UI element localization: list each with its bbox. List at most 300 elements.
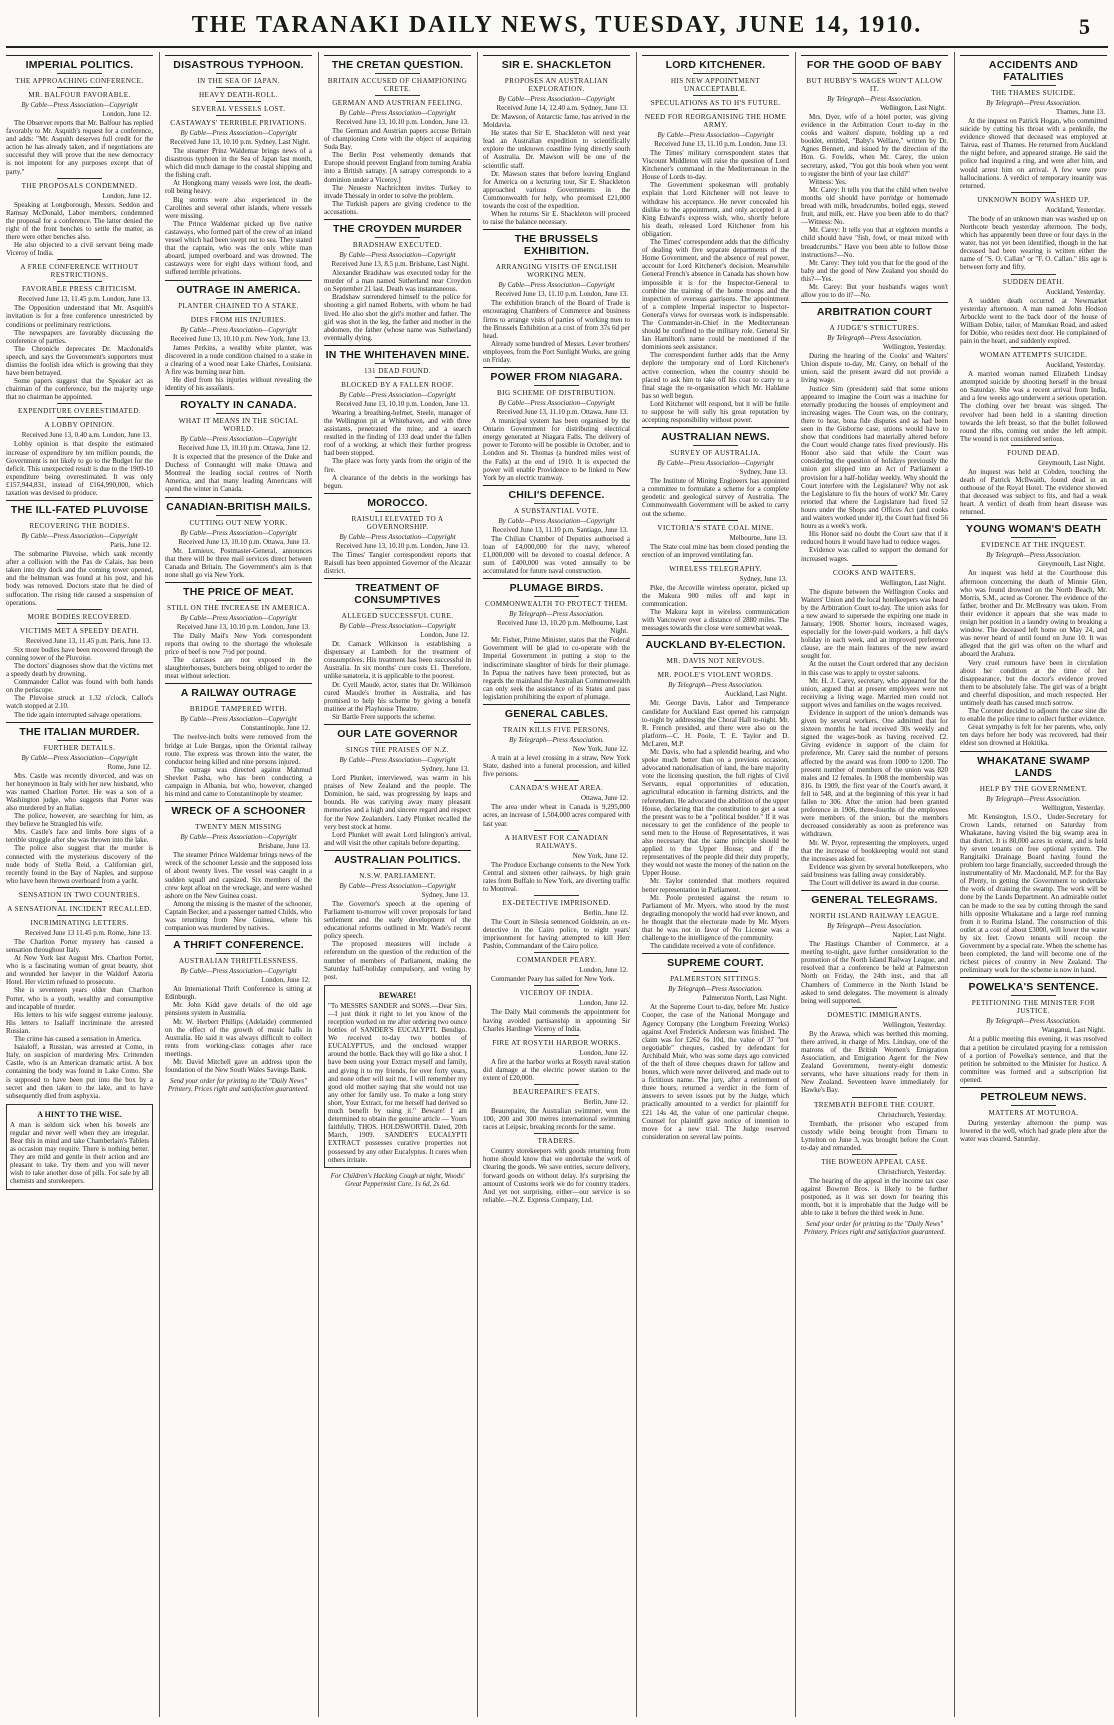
article	[324, 1172, 471, 1188]
article-paragraph: Big storms were also experienced in the Carolines and several other islands, where vessels were missing.	[165, 195, 312, 220]
byline: By Cable—Press Association—Copyright	[339, 251, 456, 260]
article	[801, 565, 948, 887]
article-paragraph: The body of an unknown man was washed up on Northcote beach yesterday afternoon. The body, which has apparently been three or four days in the water, has not yet been identified, though in the hat deceased had been wearing is written either the name of "S. O. Callan" or "F. O. Callan." His age is between forty and fifty.	[960, 214, 1107, 272]
article	[165, 683, 312, 798]
subhead-rule	[534, 1084, 578, 1085]
dateline: Ottawa, June 12.	[580, 794, 628, 803]
article-paragraph: The police, however, are searching for him, as they believe he Strangled his wife.	[6, 812, 153, 829]
subhead-rule	[57, 417, 101, 418]
dateline: Brisbane, June 13.	[258, 842, 310, 851]
article-subhead: HEAVY DEATH-ROLL.	[198, 91, 279, 99]
column-7	[954, 52, 1113, 1717]
article-paragraph: Mr. W. Herbert Phillips (Adelaide) commented on the effect of the growth of music halls in Australia. He said it was always difficult to collect rents from working-class cottages after race meetings.	[165, 1017, 312, 1058]
article-paragraph: Dr. Mawson states that before leaving England for America on a lecturing tour, Sir E. Shackleton approached various Governments in the Commonwealth for help, who promised £21,000 towards the cost of the expedition.	[483, 169, 630, 211]
article-paragraph: The Opposition understand that Mr. Asquith's invitation is for a free conference unrestricted by conditions or preliminary restrictions.	[6, 304, 153, 329]
article	[6, 259, 153, 401]
article-subhead: TRAIN KILLS FIVE PERSONS.	[502, 726, 611, 735]
dateline: Palmerston North, Last Night.	[702, 994, 787, 1003]
dateline: Received June 13, 11.10 p.m. Ottawa, June 13.	[496, 408, 628, 417]
subhead-rule	[534, 985, 578, 986]
dateline: Christchurch, Yesterday.	[877, 1167, 946, 1176]
byline: By Telegraph—Press Association.	[827, 334, 922, 343]
dateline: London, June 12.	[579, 999, 628, 1008]
article-paragraph: Lord Kitchener will respond, but it will be futile to suppose he will sully his great reputation by accepting responsibility without power.	[642, 399, 789, 425]
byline: By Telegraph—Press Association.	[986, 99, 1081, 107]
article-heading: LORD KITCHENER.	[665, 59, 766, 71]
article-subhead: RECOVERING THE BODIES.	[29, 522, 130, 531]
article-subhead: WHAT IT MEANS IN THE SOCIAL WORLD.	[178, 417, 299, 434]
article-subhead: THE THAMES SUICIDE.	[991, 89, 1076, 97]
dateline: Auckland, Yesterday.	[1045, 205, 1105, 214]
article-paragraph: The Chronicle deprecates Dr. Macdonald's speech, and says the Government's supporters must dismiss the foolish idea which is growing that they have been betrayed.	[6, 344, 153, 378]
article-paragraph: Wearing a breathing-helmet, Steele, manager of the Wellington pit at Whitehaven, and with three assistants, penetrated the mine, and a search resulted in the finding of 133 dead under the fallen roof of a working, at which their further progress had been stopped.	[324, 408, 471, 458]
heading-rule	[165, 801, 312, 802]
article-paragraph: A married woman named Elizabeth Lindsay attempted suicide by shooting herself in the breast on Saturday. She was a recent arrival from India, and a few weeks ago underwent a serious operation. The clothing over her breast was singed. The revolver had been held in a slanting direction towards the left breast, so that the bullet followed round the ribs, coming out under the left armpit. The wound is not considered serious.	[960, 370, 1107, 443]
article-subhead: RAISULI ELEVATED TO A GOVERNORSHIP.	[351, 514, 444, 531]
article-paragraph: Alexander Bradshaw was executed today for the murder of a man named Sutherland near Croydon on September 21 last. Death was instantaneous.	[324, 269, 471, 294]
article	[483, 830, 630, 893]
article-subhead: HELP BY THE GOVERNMENT.	[979, 784, 1088, 793]
subhead-rule	[216, 515, 260, 516]
heading-rule	[6, 55, 153, 56]
article-paragraph: The doctors' diagnoses show that the victims met a speedy death by drowning.	[6, 661, 153, 679]
article-subhead: ALLEGED SUCCESSFUL CURE.	[341, 612, 454, 621]
article-paragraph: The steamer Prinz Waldemar brings news of a disastrous typhoon in the Sea of Japan last month, which did much damage to the coastal shipping and the fishing craft.	[165, 147, 312, 180]
heading-rule	[801, 890, 948, 891]
article-paragraph: The submarine Pluvoise, which sank recently after a collision with the Pas de Calais, has been taken into dry dock and the coming tower opened, and the helmsman was found at his post, and his body was removed. Doctors state that he died of suffocation. The rising tide caused a suspension of operations.	[6, 550, 153, 607]
byline: By Telegraph—Press Association.	[986, 1017, 1081, 1026]
article	[960, 977, 1107, 1084]
heading-rule	[801, 55, 948, 56]
article-paragraph: Already some hundred of Messrs. Lever brothers' employees, from the Port Sunlight Works, are going on Friday.	[483, 339, 630, 364]
article-heading: YOUNG WOMAN'S DEATH	[965, 523, 1101, 536]
dateline: Berlin, June 12.	[583, 1098, 628, 1106]
article-subhead: AUSTRALIAN THRIFTLESSNESS.	[178, 957, 299, 966]
article-paragraph: Evidence in support of the union's demands was given by several workers. One admitted that for sixteen months he had received 30s weekly and signed the wages-book as having received £2. Giving evidence in support of the claim for preference, Mr. Carey said the number of persons affected by the award was from 1000 to 1200. The present number of members of the union was 820 males and 12 females. In 1908 the membership was 816. In 1909, the first year of the Court's award, it fell to 548, and at the beginning of this year it had fallen to 306. After the union had been granted preference in 1906, three-fourths of the employees were members of the union, but the members decreased considerably as soon as preference was withdrawn.	[801, 709, 948, 839]
article-heading: AUSTRALIAN NEWS.	[661, 431, 770, 444]
article-paragraph: The area under wheat in Canada is 9,295,000 acres, an increase of 1,504,000 acres compared with last year.	[483, 803, 630, 828]
article-paragraph: Justice Sim (president) said that some unions appeared to imagine the Court was a machine for eternally producing the houses of employment and increasing wages. The Court was, on the contrary, there to hear, bona fide disputes and as had been seen in the Gisborne case, unions would have to show that conditions had materially altered before the Court would change rates fixed previously. His Honor also said that while the Court was considering the question of holidays previously the union got slipped into an Act of Parliament a provision for a half-holiday weekly. Why should the Court interfere with the Legislature? Why not ask the Legislature to fix the hours of work? Mr. Carey retorted that where the Legislature had fixed 52 hours under the Shops and Offices Act (and cooks and waiters worked under it), the Court had fixed 56 hours as a week's work.	[801, 384, 948, 531]
article-subhead: BRADSHAW EXECUTED.	[352, 241, 443, 250]
article-paragraph: The crime has caused a sensation in America.	[14, 1035, 142, 1044]
article-paragraph: It is expected that the presence of the Duke and Duchess of Connaught will make Ottawa and Montreal the leading social centres of North America, and that many leading Americans will spend the winter in Canada.	[165, 453, 312, 494]
article	[165, 582, 312, 681]
article-subhead: INCRIMINATING LETTERS.	[30, 918, 129, 927]
article-heading: THE ITALIAN MURDER.	[19, 725, 140, 738]
byline: By Cable—Press Association—Copyright	[180, 715, 297, 724]
article-subhead: UNKNOWN BODY WASHED UP.	[977, 195, 1090, 204]
article-paragraph: Sir Bartle Frere supports the scheme.	[332, 712, 436, 721]
subhead-rule	[693, 667, 737, 668]
subhead-rule	[852, 1154, 896, 1155]
article	[483, 704, 630, 778]
dateline: Sydney, June 13.	[739, 468, 787, 477]
dateline: Sydney, June 13.	[739, 574, 787, 583]
article-heading: POWELKA'S SENTENCE.	[968, 981, 1099, 994]
article-paragraph: Dr. Mawson, of Antarctic fame, has arrived in the Moldavia.	[483, 113, 630, 130]
heading-rule	[324, 850, 471, 851]
article-paragraph: Mr. W. Pryor, representing the employers, urged that the increase of bookkeeping would not stand the increases asked for.	[801, 838, 948, 863]
article-heading: OUTRAGE IN AMERICA.	[176, 283, 301, 296]
byline: By Telegraph—Press Association.	[827, 922, 922, 931]
subhead-rule	[375, 377, 419, 378]
article-paragraph: At the inquest on Patrick Hogan, who committed suicide by cutting his throat with a penknife, the evidence showed that deceased was employed at Tairua, east of Thames. He returned from Auckland the night before, and appeared strange. He said the police had inquired a ring, and were after him, and would arrest him on arrival. A few were pure hallucinations. A verdict of temporary insanity was returned.	[960, 117, 1107, 190]
article-paragraph: A train at a level crossing in a straw, New York State, dashed into a funeral procession, and killed five persons.	[483, 754, 630, 779]
article-paragraph: Mr. Lemieux, Postmaster-General, announces that there will be three mail services direct between Canada and Britain. The Government's aim is that none shall go via New York.	[165, 546, 312, 579]
subhead-rule	[852, 908, 896, 909]
article-paragraph: At the Supreme Court to-day, before Mr. Justice Cooper, the case of the National Mortgage and Agency Company (the Longburn Freezing Works) against Axel Frederick Anderson was finished. The claim was for £262 6s 10d, the value of 37 "not negotiable" cheques, cashed by defendant for Archibald Muir, who was some days ago convicted of the theft of three cheques drawn for tallow and bones, which were never delivered, and made out to a fictitious name. The jury, after a retirement of three hours, returned a verdict in the form of answers to seven issues put by the Judge, which practically amounted to a verdict for plaintiff for £21 14s 4d, the value of one particular cheque. Counsel for plaintiff gave notice of intention to move for a new trial. The Judge reserved consideration on several law points.	[642, 1003, 789, 1141]
article-subhead: HIS NEW APPOINTMENT UNACCEPTABLE.	[670, 77, 761, 93]
article-paragraph: At the outset the Court ordered that any decision in this case was to apply to oyster saloons.	[801, 660, 948, 677]
article-paragraph: The Prince Waldemar picked up five native castaways, who formed part of the crew of an inland vessel which had been swept out to sea. They stated that the captain, who was the only white man aboard, jumped overboard and was drowned. The castaways were for eight days without food, and suffered terrible privations.	[165, 219, 312, 277]
subhead-rule	[534, 895, 578, 896]
article-paragraph: The Berlin Post vehemently demands that Europe should prevent England from turning Arabia into a British satrapy. [A satrapy corresponds to a dominion under a Viceroy.]	[324, 151, 471, 184]
article-paragraph: Lord Plunket will await Lord Islington's arrival, and will visit the other capitals before departing.	[324, 830, 471, 847]
article-subhead: A JUDGE'S STRICTURES.	[829, 324, 920, 333]
article-subhead: PALMERSTON SITTINGS.	[670, 975, 761, 984]
article-paragraph: The proposed measures will include a referendum on the question of the reduction of the number of members of Parliament, making the Saturday half-holiday compulsory, and voting by post.	[324, 940, 471, 981]
article-heading: THE ILL-FATED PLUVOISE	[10, 504, 149, 517]
article-paragraph: The tide again interrupted salvage operations.	[14, 710, 142, 719]
article-paragraph: The Governor's speech at the opening of Parliament to-morrow will cover proposals for land settlement and the early development of the educational reforms outlined in Mr. Wade's recent policy speech.	[324, 899, 471, 941]
masthead	[0, 0, 1114, 52]
article-subhead: CUTTING OUT NEW YORK.	[189, 518, 288, 527]
article-paragraph: She is seventeen years older than Charlton Porter, who is a youth, wealthy and consumptive and incapable of murder.	[6, 986, 153, 1011]
dateline: London, June 12.	[102, 110, 151, 118]
article-subhead: FAVORABLE PRESS CRITICISM.	[22, 285, 137, 294]
article-paragraph: The Coroner decided to adjourn the case sine die to enable the police time to collect further evidence.	[960, 707, 1107, 724]
dateline: Received June 13, 11.45 p.m. London, June 13.	[18, 295, 151, 304]
subhead-rule	[693, 95, 737, 96]
article	[483, 229, 630, 364]
heading-rule	[165, 395, 312, 396]
dateline: Received June 13, 10.10 p.m. Ottawa, June 13.	[178, 537, 310, 546]
article-paragraph: The Turkish papers are giving credence to the accusations.	[324, 199, 471, 216]
column-5	[636, 52, 795, 1717]
article-subhead: N.S.W. PARLIAMENT.	[359, 871, 436, 880]
article-paragraph: Mr. Kensington, I.S.O., Under-Secretary for Crown Lands, returned on Saturday from Whakatane, having visited the big swamp area in that district. It is 80,000 acres in extent, and is held by seven tenants on free optional system. The Rangitaiki Drainage Board having found the problem too large financially, succeeded through the instrumentality of Mr. Macdonald, M.P. for the Bay of Plenty, in getting the Government to undertake the work of draining the swamp. The work will be done by the Lands Department. An admirable outlet can be made to the sea by cutting through the sand hills opposite Whakatane and a large reef running from it to Rurima Island. The construction of this outlet at a cost of about £3000, will lower the water by six feet. Crown tenants will recoup the Government by a special rate. When the scheme has been completed, the land will become one of the richest pieces of country in New Zealand. The preliminary work for the scheme is now in hand.	[960, 812, 1107, 975]
article-heading: PETROLEUM NEWS.	[980, 1090, 1087, 1103]
heading-rule	[960, 1087, 1107, 1088]
article-paragraph: The Daily Mail commends the appointment for having avoided partisanship in appointing Sir Charles Hardinge Viceroy of India.	[483, 1008, 630, 1033]
article	[324, 724, 471, 847]
article-paragraph: Witness: Yes.	[809, 177, 847, 186]
subhead-rule	[216, 115, 260, 116]
article-subhead: IN THE SEA OF JAPAN.	[197, 77, 280, 85]
article	[801, 1220, 948, 1236]
article-subhead: DIES FROM HIS INJURIES.	[190, 315, 287, 324]
article-paragraph: The Court in Silesia sentenced Goldstein, an ex-detective in the Cairo police, to eight years' imprisonment for having attempted to kill Herr Pashin, Commandant of the Cairo police.	[483, 917, 630, 951]
article-subhead: MR. DAVIS NOT NERVOUS.	[666, 657, 765, 666]
byline: By Telegraph—Press Association.	[509, 610, 604, 619]
article-paragraph: Mr. John Kidd gave details of the old age pensions system in Australia.	[165, 1001, 312, 1018]
article	[165, 1077, 312, 1093]
heading-rule	[642, 55, 789, 56]
subhead-rule	[1011, 274, 1055, 275]
subhead-rule	[57, 740, 101, 741]
dateline: Received June 13, 10.10 p.m. London, June 13.	[335, 118, 469, 126]
article	[483, 985, 630, 1032]
article-paragraph: Dr. Camack Wilkinson is establishing a dispensary at Lambeth for the treatment of consumptives. His treatment has been successful in Australia. In six months' cure costs £1. Therefore, unlike sanatoria, it is applicable to the poorest.	[324, 640, 471, 681]
subhead-rule	[57, 518, 101, 519]
heading-rule	[324, 493, 471, 494]
article-subhead: THE PROPOSALS CONDEMNED.	[21, 181, 138, 190]
article-paragraph: The candidate received a vote of confidence.	[650, 942, 776, 951]
article-paragraph: At New York last August Mrs. Charlton Porter, who is a fascinating woman of great beauty, shot and wounded her lawyer in the Waldorf Astoria Hotel. Her victim refused to prosecute.	[6, 954, 153, 987]
article	[483, 1084, 630, 1131]
dateline: Thames, June 13.	[1056, 108, 1105, 116]
article-paragraph: A clearance of the debris in the workings has begun.	[324, 473, 471, 490]
article	[960, 192, 1107, 272]
dateline: Received June 13, 10.10 p.m. Ottawa, June 12.	[178, 444, 310, 453]
dateline: London, June 12.	[420, 631, 469, 640]
article-paragraph: Mr. Taylor contended that mothers required better representation in Parliament.	[642, 877, 789, 894]
article	[483, 1133, 630, 1204]
article-paragraph: During the hearing of the Cooks' and Waiters' Union dispute to-day, Mr. Carey, on behalf of the union, said the present award did not provide a living wage.	[801, 352, 948, 385]
article	[6, 887, 153, 1100]
article-paragraph: The Neueste Nachrichten invites Turkey to invade Thessaly in order to solve the problem.	[324, 183, 471, 200]
masthead-rule	[6, 46, 1108, 48]
article-subhead: A FREE CONFERENCE WITHOUT RESTRICTIONS.	[20, 263, 139, 280]
article-paragraph: The steamer Prince Waldemar brings news of the wreck of the schooner Lessie and the supposed loss of about twenty lives. The vessel was caught in a sudden squall and capsized. Six members of the crew kept afloat on the wreckage, and were washed ashore on the New Guinea coast.	[165, 851, 312, 900]
dateline: Received June 14, 12.40 a.m. Sydney, June 13.	[496, 104, 628, 112]
article-paragraph: Bradshaw surrendered himself to the police for shooting a girl named Roberts, with whom he had lived. He also shot the girl's mother and father. The girl was shot in the leg, the father and mother in the abdomen, the father (whose name was Sutherland) eventually dying.	[324, 293, 471, 342]
article-paragraph: Country storekeepers with goods returning from home should know that we undertake the work of clearing the goods. We save entries, secure delivery, forward goods on without delay. It's surprising the amount of Customs work we do for country traders. And yet not surprising, either—our service is so reliable.—N.Z. Express Company, Ltd.	[483, 1147, 630, 1204]
article	[483, 780, 630, 827]
dateline: Auckland, Yesterday.	[1045, 287, 1105, 296]
dateline: London, June 12.	[579, 966, 628, 975]
article-paragraph: Mr. George Davis, Labor and Temperance candidate for Auckland East opened his campaign to-night by addressing the Choral Hall to-night. Mr. R. French presided, and there were also on the platform—C. H. Poole, T. E. Taylor and D. McLaren, M.P.	[642, 699, 789, 748]
subhead-rule	[375, 511, 419, 512]
article-heading: SIR E. SHACKLETON	[501, 59, 612, 71]
dateline: Auckland, Last Night.	[724, 690, 787, 699]
heading-rule	[960, 519, 1107, 520]
article-subhead: BUT HUBBY'S WAGES WON'T ALLOW IT.	[806, 77, 943, 93]
heading-rule	[165, 55, 312, 56]
article-paragraph: The newspapers are favorably discussing the conference of parties.	[6, 328, 153, 345]
article	[483, 367, 630, 482]
byline: By Telegraph—Press Association.	[668, 985, 763, 994]
article-paragraph: An inquest was held at Cobden, touching the death of Patrick McIlwaith, found dead in an outhouse of the Royal Hotel. The evidence showed that deceased was subject to fits, and had a weak heart. A verdict of death from heart disease was returned.	[960, 467, 1107, 517]
article-subhead: NEED FOR REORGANISING THE HOME ARMY.	[644, 113, 787, 129]
article-paragraph: The Produce Exchange consents to the New York Central and sixteen other railways, by high grain rates from Buffalo to New York, are diverting traffic to Montreal.	[483, 860, 630, 893]
article-heading: DISASTROUS TYPHOON.	[173, 59, 304, 71]
article-subhead: A SUBSTANTIAL VOTE.	[513, 506, 600, 515]
subhead-rule	[375, 742, 419, 743]
article	[165, 280, 312, 393]
byline: By Cable—Press Association—Copyright	[657, 459, 774, 468]
article-subhead: MORE BODIES RECOVERED.	[27, 612, 132, 621]
subhead-rule	[216, 298, 260, 299]
byline: By Cable—Press Association—Copyright	[498, 399, 615, 408]
article-paragraph: The correspondent further adds that the Army deplore the temporary end of Lord Kitchener's active connection, when the country should be placed to ask him to take off his coat to carry to a final stage the re-organisation which Mr. Haldane has so well begun.	[642, 351, 789, 400]
subhead-rule	[852, 1097, 896, 1098]
article-subhead: EVIDENCE AT THE INQUEST.	[980, 541, 1087, 550]
subhead-rule	[693, 520, 737, 521]
article-paragraph: The Makura kept in wireless communication with Vancouver over a distance of 2880 miles. The messages towards the close were somewhat weak.	[642, 608, 789, 633]
article	[642, 427, 789, 517]
article-paragraph: Mrs. Castle's face and limbs bore signs of a terrible struggle after she was thrown into the lake.	[6, 828, 153, 845]
dateline: London, June 12.	[579, 1048, 628, 1057]
printing-notice: Send your order for printing to the "Daily News" Printery. Prices right and satisfaction guaranteed.	[803, 1220, 946, 1237]
article	[6, 178, 153, 258]
article-paragraph: Mrs. Dyer, wife of a hotel porter, was giving evidence in the Arbitration Court to-day in the cooks and waiters' dispute, holding up a red booklet, entitled, "Baby's Welfare," written by Dr. Agnes Bennett, and issued by the direction of the Hon. G. Fowlds, when Mr. Carey, the union secretary, asked, "You got this book when you went to register the birth of your last child?"	[801, 113, 948, 178]
subhead-rule	[1011, 781, 1055, 782]
subhead-rule	[534, 722, 578, 723]
article-subhead: THE APPROACHING CONFERENCE.	[15, 77, 144, 85]
article	[483, 952, 630, 983]
subhead-rule	[534, 952, 578, 953]
article-paragraph: The twelve-inch bolts were removed from the bridge at Lule Burgas, upon the Oriental railway route. The express was thrown into the water, the conductor being killed and nine persons injured.	[165, 733, 312, 766]
dateline: Received June 13, 10.10 p.m. Sydney, Last Night.	[169, 138, 310, 146]
heading-rule	[483, 485, 630, 486]
article-subhead: ARRANGING VISITS OF ENGLISH WORKING MEN.	[495, 263, 618, 280]
heading-rule	[324, 345, 471, 346]
dateline: Received June 13, 11.45 p.m. Paris, June 13.	[25, 636, 151, 645]
article-subhead: MR. POOLE'S VIOLENT WORDS.	[657, 671, 774, 680]
article-heading: SUPREME COURT.	[667, 957, 764, 970]
subhead-rule	[852, 565, 896, 566]
dateline: Received June 13, 11.10 p.m. Santiago, June 13.	[492, 525, 628, 534]
subhead-rule	[693, 561, 737, 562]
article-paragraph: Six more bodies have been recovered through the conning tower of the Pluvoise.	[6, 645, 153, 662]
heading-rule	[324, 724, 471, 725]
byline: By Telegraph—Press Association.	[986, 551, 1081, 560]
byline: By Cable—Press Association—Copyright	[21, 532, 138, 541]
article-paragraph: Evidence was called to support the demand for increased wages.	[801, 546, 948, 563]
article	[324, 345, 471, 490]
article-subhead: VICTORIA'S STATE COAL MINE.	[657, 523, 774, 532]
article-paragraph: The hearing of the appeal in the income tax case against Bowron Bros. is likely to be further postponed, as it was set down for hearing this month, but it is improbable that the Judge will be able to take it before the third week in June.	[801, 1176, 948, 1218]
dateline: Received June 13, 8.5 p.m. Brisbane, Last Night.	[331, 260, 469, 269]
dateline: Christchurch, Yesterday.	[877, 1110, 946, 1119]
article	[960, 347, 1107, 443]
dateline: Received June 13, 10.10 p.m. London, June 13.	[335, 541, 469, 550]
dateline: Received June 13, 10.10 p.m. New York, June 13.	[170, 334, 310, 343]
article-paragraph: Evidence was given by several hotelkeepers, who said business was falling away considerably.	[801, 862, 948, 879]
subhead-rule	[693, 971, 737, 972]
article-subhead: COMMONWEALTH TO PROTECT THEM.	[485, 600, 628, 609]
byline: By Cable—Press Association—Copyright	[180, 435, 297, 444]
subhead-rule	[1011, 445, 1055, 446]
subhead-rule	[57, 281, 101, 282]
advertisement	[324, 985, 471, 1168]
subhead-rule	[1011, 537, 1055, 538]
subhead-rule	[534, 830, 578, 831]
article-subhead: EX-DETECTIVE IMPRISONED.	[502, 898, 611, 907]
article-subhead: FIRE AT ROSYTH HARBOR WORKS.	[492, 1038, 621, 1047]
byline: By Cable—Press Association—Copyright	[180, 833, 297, 842]
article-paragraph: The Times' correspondent adds that the difficulty of dealing with five separate departments of the Home Government, and the absence of real power, account for Lord Kitchener's decision. Meanwhile General French's absence in Canada has shown how impossible it is for the Inspector-General to combine the training of the home troops and the inspection of overseas garrisons. The appointment of a complete Imperial inspector to Inspector-General's views for overseas work is indispensable. The Commander-in-Chief in the Mediterranean should be confined to the military role. General Sir Ian Hamilton's name could be mentioned if the dominions seek assistance.	[642, 238, 789, 352]
dateline: Received June 13, 0.40 a.m. London, June 13.	[21, 431, 151, 440]
subhead-rule	[57, 623, 101, 624]
article-heading: POWER FROM NIAGARA.	[490, 371, 623, 384]
subhead-rule	[57, 87, 101, 88]
article	[960, 751, 1107, 975]
article-heading: OUR LATE GOVERNOR	[337, 728, 458, 741]
subhead-rule	[534, 1133, 578, 1134]
article-paragraph: The Daily Mail's New York correspondent reports that owing to the shortage the wholesale price of beef is now 7½d per pound.	[165, 631, 312, 657]
byline: By Cable—Press Association—Copyright	[498, 95, 615, 103]
article-subhead: SINGS THE PRAISES OF N.Z.	[346, 746, 449, 755]
article-subhead: FOUND DEAD.	[1007, 448, 1060, 457]
article	[642, 635, 789, 950]
article-paragraph: At Hongkong many vessels were lost, the death-roll being heavy.	[165, 179, 312, 196]
article-paragraph: Beaurepaire, the Australian swimmer, won the 100, 200 and 300 metres international swimming races at Leipsic, breaking records for the same.	[483, 1107, 630, 1132]
article-paragraph: At a public meeting this evening, it was resolved that a petition be circulated praying for a remission of a portion of Powelka's sentence, and that the petition be submitted to the Minister for Justice. A committee was formed and a subscription list opened.	[960, 1035, 1107, 1084]
column-6	[795, 52, 954, 1717]
subhead-rule	[216, 953, 260, 954]
column-3	[318, 52, 477, 1717]
article-subhead: MR. BALFOUR FAVORABLE.	[28, 91, 131, 99]
article-paragraph: Mr. David Mitchell gave an address upon the foundation of the New South Wales Savings Bank.	[165, 1058, 312, 1075]
article	[324, 55, 471, 216]
article-paragraph: He states that Sir E. Shackleton will next year lead an Australian expedition to scientifically explore the unknown coastline lying directly south of Australia. Dr. Mawson will be one of the scientific staff.	[483, 129, 630, 170]
subhead-rule	[534, 259, 578, 260]
dateline: Received June 13, 10.10 p.m. London, June 13.	[335, 399, 469, 408]
article-paragraph: Mr. Carey: They told you that for the good of the baby and the good of New Zealand you should do this?—Yes.	[801, 258, 948, 283]
byline: By Telegraph—Press Association.	[668, 681, 763, 690]
article-subhead: A LOBBY OPINION.	[44, 421, 115, 430]
article-subhead: SPECULATIONS AS TO H'S FUTURE.	[650, 99, 781, 107]
article-paragraph: Lobby opinion is that despite the estimated increase of expenditure by ten million pounds, the Government is not likely to go to the Budget for the deficit. This unexpected result is due to the 1909-10 expenditure being overestimated. It was only £157,944,831, instead of £164,990,000, which taxation was devised to produce.	[6, 440, 153, 497]
column-2	[159, 52, 318, 1717]
article-paragraph: Mr. Fisher, Prime Minister, states that the Federal Government will be glad to co-operate with the Imperial Government in putting a stop to the indiscriminate slaughter of birds for their plumage. In Papua the natives have been protected, but as regards the mainland the Australian Commonwealth can only seek the assistance of its States and pass legislation prohibiting the export of plumage.	[483, 636, 630, 701]
article	[642, 55, 789, 424]
subhead-rule	[216, 101, 260, 102]
article-paragraph: An International Thrift Conference is sitting at Edinburgh.	[165, 985, 312, 1002]
article	[324, 219, 471, 342]
article	[483, 55, 630, 226]
subhead-rule	[693, 73, 737, 74]
article-heading: AUSTRALIAN POLITICS.	[334, 853, 461, 866]
heading-rule	[165, 582, 312, 583]
byline: By Cable—Press Association—Copyright	[498, 516, 615, 525]
article-heading: A RAILWAY OUTRAGE	[180, 687, 297, 700]
article-subhead: 131 DEAD FOUND.	[364, 366, 431, 375]
article-heading: ROYALTY IN CANADA.	[180, 399, 297, 412]
byline: By Cable—Press Association—Copyright	[180, 129, 297, 137]
article-heading: GENERAL TELEGRAMS.	[811, 894, 938, 907]
dateline: Received June 13, 10.20 p.m. Melbourne, Last Night.	[497, 619, 628, 636]
article-paragraph: Isaialoff, a Russian, was arrested at Como, in Italy, on suspicion of murdering Mrs. Crittenden Castle, who is an American dramatic artist. A box containing the body was found in Lake Como. She is supposed to have been put into the box by a secret and then taken to the lake, and to have subsequently died from asphyxia.	[6, 1043, 153, 1100]
article	[483, 1035, 630, 1082]
article-subhead: TWENTY MEN MISSING	[195, 823, 282, 832]
article-subhead: THE BOWEON APPEAL CASE.	[821, 1157, 928, 1166]
article-subhead: A HARVEST FOR CANADIAN RAILWAYS.	[504, 833, 609, 850]
article-subhead: STILL ON THE INCREASE IN AMERICA.	[167, 603, 310, 612]
subhead-rule	[375, 363, 419, 364]
article-paragraph: Commander Callot was found with both hands on the periscope.	[6, 678, 153, 695]
subhead-rule	[534, 503, 578, 504]
article-paragraph: Commander Peary has sailed for New York.	[491, 975, 615, 984]
article	[960, 519, 1107, 747]
article	[801, 1097, 948, 1152]
subhead-rule	[852, 320, 896, 321]
article	[165, 497, 312, 579]
article-paragraph: A fire at the harbor works at Rosyth naval station did damage at the electric power station to the extent of £20,000.	[483, 1057, 630, 1082]
article-heading: THE CRETAN QUESTION.	[331, 59, 464, 71]
subhead-rule	[693, 653, 737, 654]
article	[801, 55, 948, 299]
article	[642, 520, 789, 559]
subhead-rule	[57, 901, 101, 902]
subhead-rule	[1011, 192, 1055, 193]
article-paragraph: Very cruel rumours have been in circulation about her condition at the time of her disappearance, but the doctor's evidence proved them to be absolutely false. The girl was of a bright and cheerful disposition, and much respected. Her untimely death has caused much sorrow.	[960, 658, 1107, 707]
article-subhead: VICTIMS MET A SPEEDY DEATH.	[19, 626, 140, 635]
subhead-rule	[1011, 995, 1055, 996]
article-paragraph: Mr. Carey: It tells you that at eighteen months a child should have "fish, fowl, or meat mixed with breadcrumbs." Have you been able to follow those instructions?—No.	[801, 226, 948, 259]
